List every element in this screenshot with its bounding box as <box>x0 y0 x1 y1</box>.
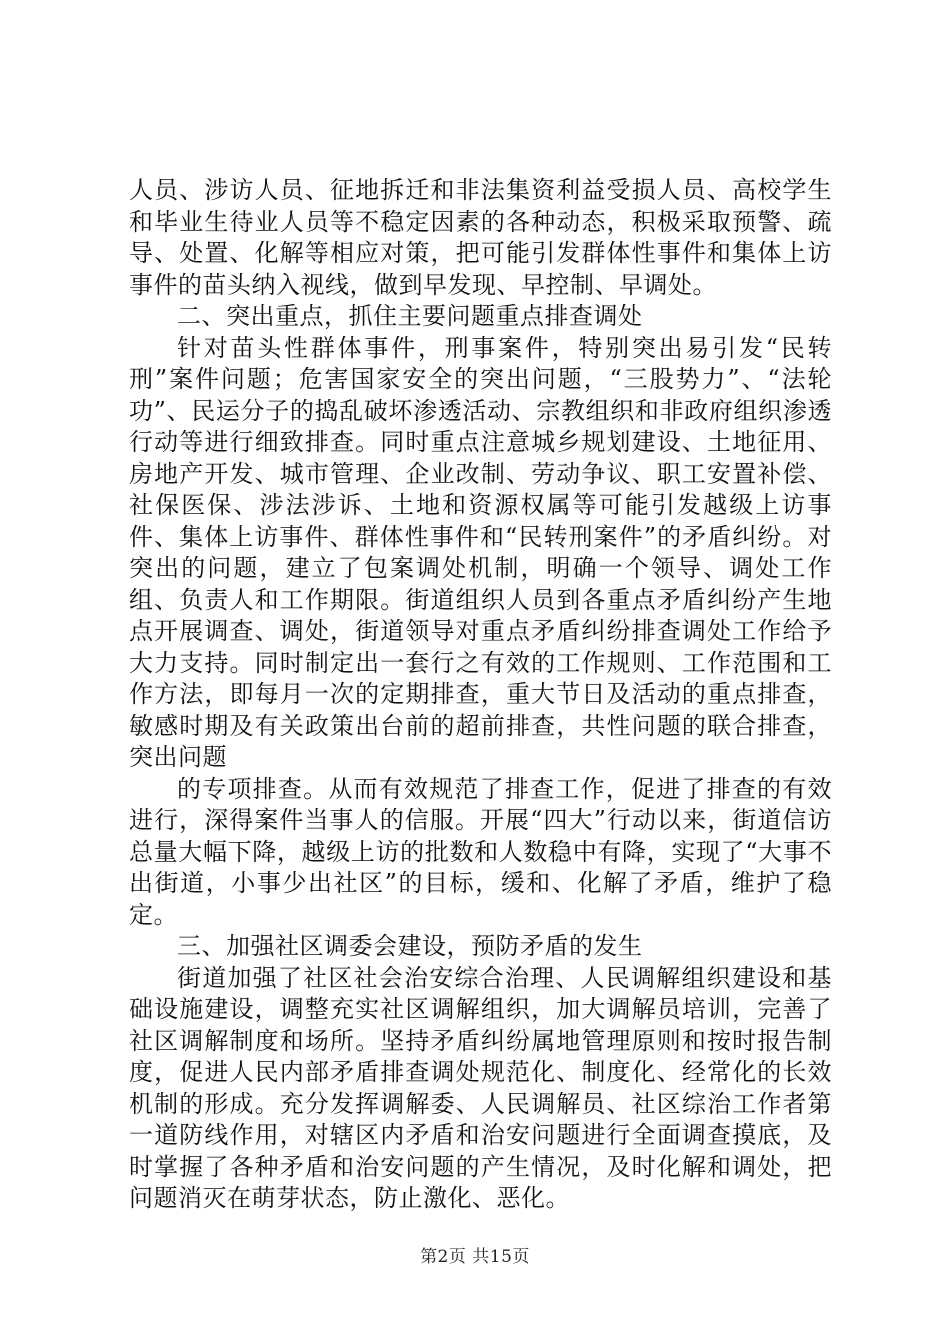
paragraph-6: 街道加强了社区社会治安综合治理、人民调解组织建设和基础设施建设，调整充实社区调解组织，加大调解员培训，完善了社区调解制度和场所。坚持矛盾纠纷属地管理原则和按时报告制度，促进人民内部矛盾排查调处规范化、制度化、经常化的长效机制的形成。充分发挥调解委、人民调解员、社区综治工作者第一道防线作用，对辖区内矛盾和治安问题进行全面调查摸底，及时掌握了各种矛盾和治安问题的产生情况，及时化解和调处，把问题消灭在萌芽状态，防止激化、恶化。 <box>129 963 832 1212</box>
document-body <box>129 175 832 1215</box>
page-total: 共15页 <box>472 1247 530 1267</box>
section-heading-2: 二、突出重点，抓住主要问题重点排查调处 <box>177 302 643 330</box>
page-footer <box>0 1242 950 1267</box>
paragraph-4: 的专项排查。从而有效规范了排查工作，促进了排查的有效进行，深得案件当事人的信服。开展“四大”行动以来，街道信访总量大幅下降，越级上访的批数和人数稳中有降，实现了“大事不出街道，小事少出社区”的目标，缓和、化解了矛盾，维护了稳定。 <box>129 774 832 929</box>
page-number: 第2页 <box>420 1247 467 1267</box>
paragraph-3: 针对苗头性群体事件，刑事案件，特别突出易引发“民转刑”案件问题；危害国家安全的突出问题，“三股势力”、“法轮功”、民运分子的捣乱破坏渗透活动、宗教组织和非政府组织渗透行动等进行细致排查。同时重点注意城乡规划建设、土地征用、房地产开发、城市管理、企业改制、劳动争议、职工安置补偿、社保医保、涉法涉诉、土地和资源权属等可能引发越级上访事件、集体上访事件、群体性事件和“民转刑案件”的矛盾纠纷。对突出的问题，建立了包案调处机制，明确一个领导、调处工作组、负责人和工作期限。街道组织人员到各重点矛盾纠纷产生地点开展调查、调处，街道领导对重点矛盾纠纷排查调处工作给予大力支持。同时制定出一套行之有效的工作规则、工作范围和工作方法，即每月一次的定期排查，重大节日及活动的重点排查，敏感时期及有关政策出台前的超前排查，共性问题的联合排查，突出问题 <box>129 333 832 771</box>
paragraph-1: 人员、涉访人员、征地拆迁和非法集资利益受损人员、高校学生和毕业生待业人员等不稳定因素的各种动态，积极采取预警、疏导、处置、化解等相应对策，把可能引发群体性事件和集体上访事件的苗头纳入视线，做到早发现、早控制、早调处。 <box>129 176 832 299</box>
section-heading-3: 三、加强社区调委会建设，预防矛盾的发生 <box>177 932 643 960</box>
